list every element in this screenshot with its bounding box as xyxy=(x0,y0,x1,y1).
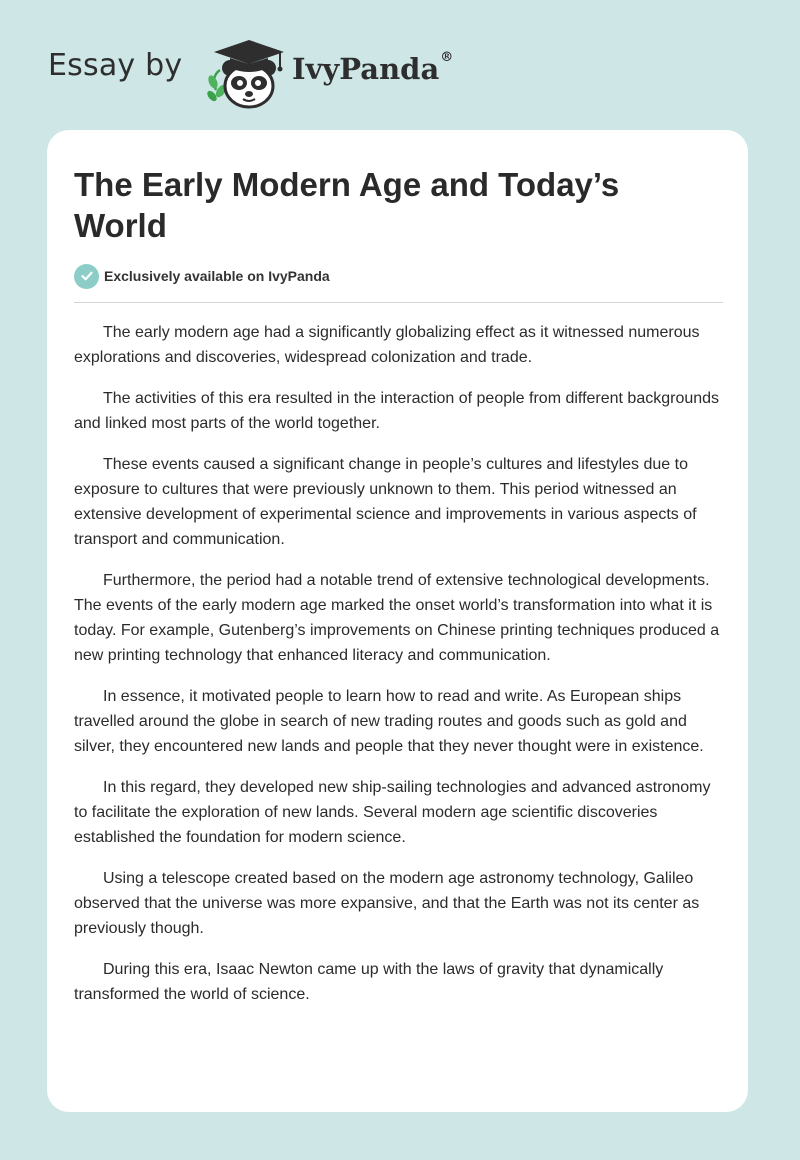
essay-paragraph: Furthermore, the period had a notable trend of extensive technological developments. The events of the early modern age marked the onset world’s transformation into what it is today. For example, Gutenberg’s improvements on Chinese printing techniques produced a new printing technology that enhanced literacy and communication. xyxy=(74,572,720,664)
essay-paragraph: In this regard, they developed new ship-sailing technologies and advanced astronomy to facilitate the exploration of new lands. Several modern age scientific discoveries established the foundation for modern science. xyxy=(74,779,711,846)
essay-paragraph: These events caused a significant change in people’s cultures and lifestyles due to exposure to cultures that were previously unknown to them. This period witnessed an extensive development of experimental science and improvements in various aspects of transport and communication. xyxy=(74,456,697,548)
essay-paragraph: The activities of this era resulted in the interaction of people from different backgrounds and linked most parts of the world together. xyxy=(74,390,720,432)
essay-title: The Early Modern Age and Today’s World xyxy=(74,166,620,244)
essay-paragraph: The early modern age had a significantly globalizing effect as it witnessed numerous explorations and discoveries, widespread colonization and trade. xyxy=(74,324,700,366)
essay-body xyxy=(74,320,726,1023)
essay-by-label: Essay by xyxy=(48,48,183,83)
brand-name: IvyPanda xyxy=(292,52,440,86)
panda-graduation-cap-icon[interactable] xyxy=(202,34,294,110)
essay-paragraph: During this era, Isaac Newton came up with the laws of gravity that dynamically transformed the world of science. xyxy=(74,961,664,1003)
exclusive-badge-label: Exclusively available on IvyPanda xyxy=(104,268,330,284)
exclusive-badge xyxy=(74,263,330,289)
divider xyxy=(74,302,723,303)
essay-paragraph: In essence, it motivated people to learn how to read and write. As European ships travelled around the globe in search of new trading routes and goods such as gold and silver, they encountered new lands and people that they never thought were in existence. xyxy=(74,688,704,755)
ivypanda-logo-text[interactable] xyxy=(292,52,453,86)
essay-paragraph: Using a telescope created based on the modern age astronomy technology, Galileo observed that the universe was more expansive, and that the Earth was not its center as previously though. xyxy=(74,870,700,937)
registered-mark: ® xyxy=(440,50,454,65)
checkmark-circle-icon xyxy=(74,264,99,289)
essay-card xyxy=(47,130,748,1112)
site-header xyxy=(48,34,748,114)
